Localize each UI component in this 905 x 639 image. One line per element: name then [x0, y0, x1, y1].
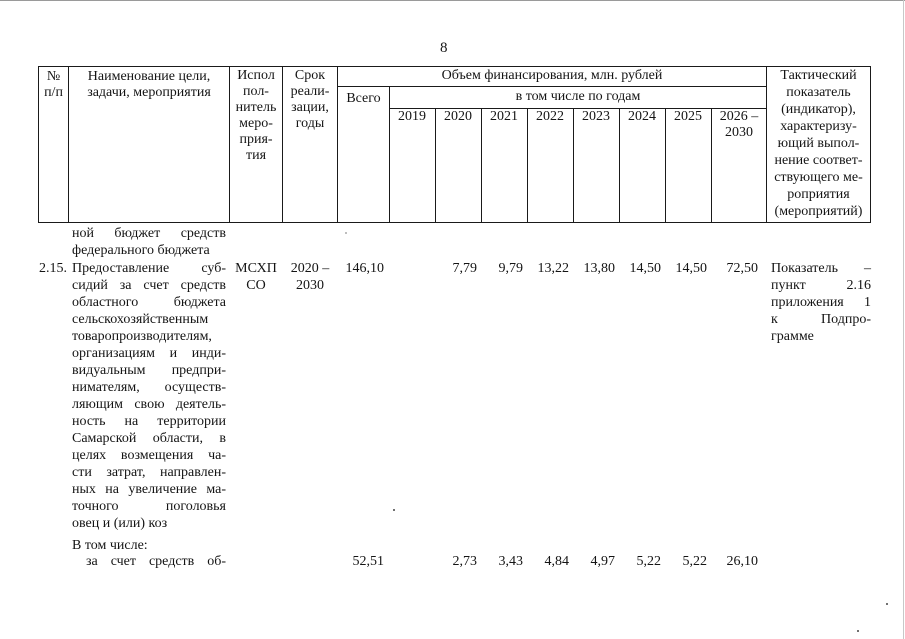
row-sub-2026-2030: 26,10 [726, 554, 758, 569]
row-215-total: 146,10 [345, 261, 384, 276]
header-exec-2: пол- [243, 84, 269, 99]
row-215-num: 2.15. [39, 261, 67, 276]
header-year-2026: 2026 – [719, 109, 759, 124]
header-year-2019: 2019 [398, 109, 426, 124]
row-215-2023: 13,80 [583, 261, 615, 276]
page-number: 8 [440, 40, 448, 56]
row-sub-2024: 5,22 [636, 554, 661, 569]
header-year-2022: 2022 [536, 109, 564, 124]
header-year-2021: 2021 [490, 109, 518, 124]
header-total: Всего [346, 91, 381, 106]
header-term-2: реали- [290, 84, 330, 99]
scan-right-edge [903, 0, 904, 639]
header-indicator-4: характеризу- [780, 119, 857, 134]
header-indicator-5: ющий выпол- [777, 136, 860, 151]
row-215-2024: 14,50 [629, 261, 661, 276]
header-term-4: годы [295, 116, 325, 131]
scan-speck [345, 232, 347, 234]
header-indicator-3: (индикатор), [781, 102, 856, 117]
scan-top-edge [0, 0, 905, 1]
header-volume: Объем финансирования, млн. рублей [441, 68, 663, 83]
header-num-2: п/п [44, 85, 63, 100]
header-year-2025: 2025 [674, 109, 702, 124]
header-indicator-9: (мероприятий) [774, 204, 863, 219]
header-exec-1: Испол [237, 68, 275, 83]
scan-speck [393, 509, 395, 511]
header-term-3: зации, [291, 100, 329, 115]
scan-speck [857, 630, 859, 632]
header-year-2020: 2020 [444, 109, 472, 124]
row-sub-2023: 4,97 [590, 554, 615, 569]
header-indicator-6: нение соответ- [774, 153, 863, 168]
header-indicator-2: показатель [786, 85, 851, 100]
header-year-2024: 2024 [628, 109, 656, 124]
header-year-2023: 2023 [582, 109, 610, 124]
row-sub-2022: 4,84 [544, 554, 569, 569]
row-215-2026-2030: 72,50 [726, 261, 758, 276]
scan-speck [886, 603, 888, 605]
row-sub-2025: 5,22 [682, 554, 707, 569]
row-215-term-1: 2020 – [290, 261, 330, 276]
carry-over-line-2: федерального бюджета [72, 243, 210, 258]
header-year-2030: 2030 [725, 125, 753, 140]
row-215-2025: 14,50 [675, 261, 707, 276]
header-exec-6: тия [245, 148, 267, 163]
header-exec-3: нитель [235, 100, 277, 115]
row-215-exec-2: СО [246, 278, 266, 293]
header-indicator-7: ствующего ме- [774, 170, 863, 185]
header-exec-4: меро- [239, 116, 273, 131]
row-215-2021: 9,79 [498, 261, 523, 276]
row-sub-total: 52,51 [352, 554, 384, 569]
header-term-1: Срок [294, 68, 326, 83]
row-215-term-2: 2030 [296, 278, 324, 293]
carry-over-line-1: ной бюджет средств [72, 226, 226, 241]
header-exec-5: прия- [239, 132, 273, 147]
including-label: В том числе: [72, 538, 148, 553]
header-name: Наименование цели, задачи, мероприятия [87, 69, 211, 100]
header-indicator-8: роприятия [787, 187, 850, 202]
row-215-exec-1: МСХП [235, 261, 277, 276]
row-sub-2021: 3,43 [498, 554, 523, 569]
header-by-years: в том числе по годам [515, 89, 641, 104]
row-sub-2020: 2,73 [452, 554, 477, 569]
header-num: № [46, 69, 61, 84]
header-indicator-1: Тактический [780, 68, 857, 83]
row-215-2022: 13,22 [537, 261, 569, 276]
row-215-2020: 7,79 [452, 261, 477, 276]
row-sub-name: за счет средств об- [86, 554, 226, 569]
